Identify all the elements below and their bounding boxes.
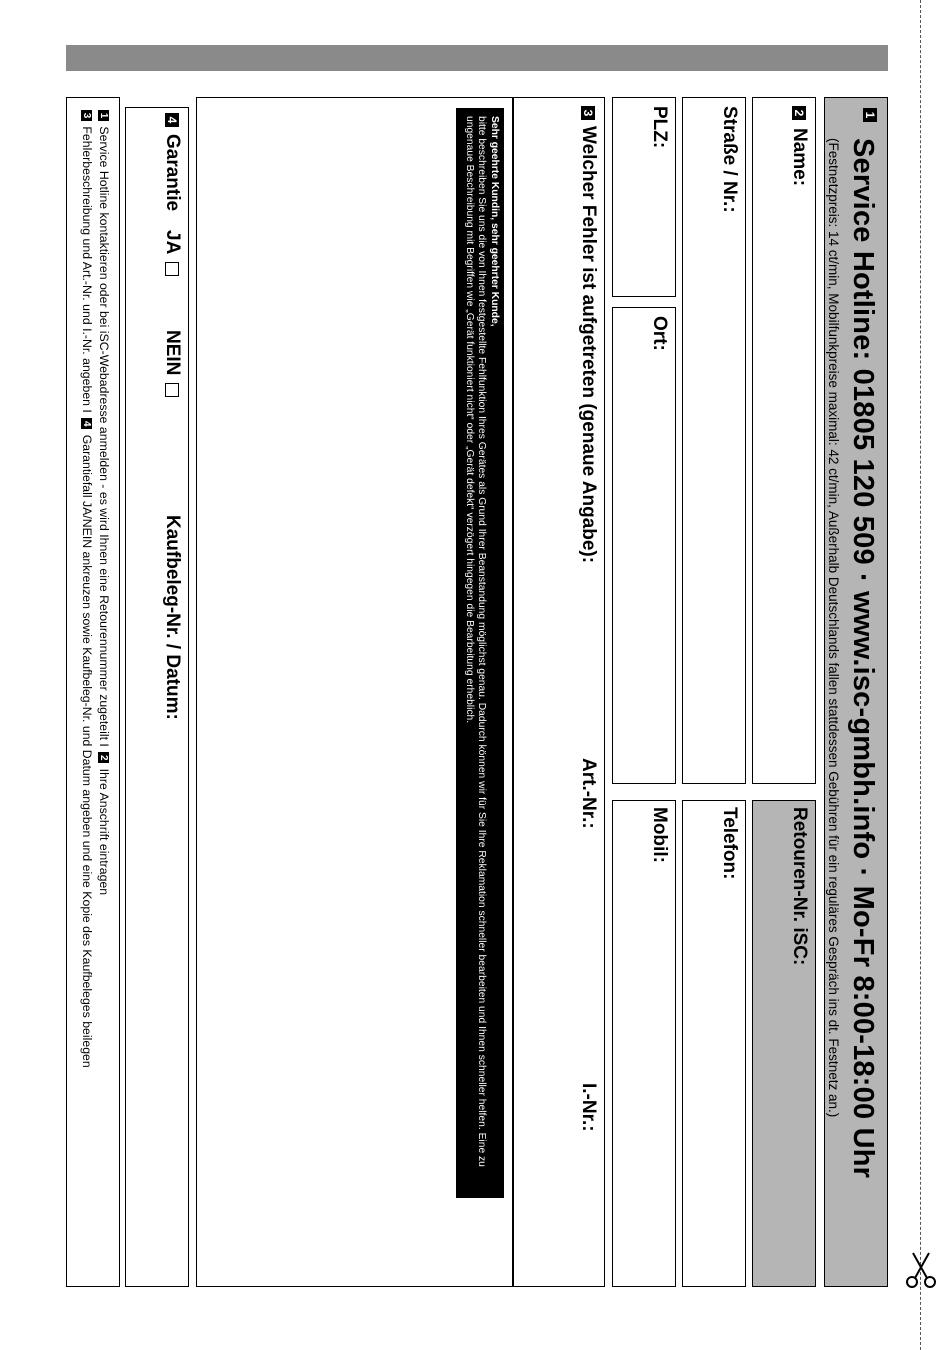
hotline-header (824, 97, 888, 1287)
mobile-label: Mobil: (649, 807, 670, 863)
warranty-title: Garantie (162, 134, 183, 212)
warranty-no (161, 330, 183, 397)
zip-field[interactable] (612, 97, 676, 297)
fault-title: Welcher Fehler ist aufgetreten (genaue Angabe): (578, 126, 599, 564)
i-number-label: I.-Nr.: (578, 1083, 599, 1132)
section-badge: 2 (792, 106, 806, 120)
footer-instructions (66, 97, 120, 1287)
phone-field[interactable] (682, 800, 746, 1287)
warranty-yes-label: JA (162, 230, 183, 255)
name-label: Name: (789, 128, 810, 187)
city-label: Ort: (649, 316, 670, 351)
street-label: Straße / Nr.: (719, 106, 740, 213)
return-number-label: Retouren-Nr. iSC: (789, 807, 810, 966)
step-badge: 1 (98, 110, 109, 121)
art-number-label: Art.-Nr.: (578, 758, 599, 829)
footer-line-1 (97, 108, 111, 895)
step-badge: 2 (98, 752, 109, 763)
city-field[interactable] (612, 307, 676, 784)
notice-text: bitte beschreiben Sie uns die von Ihnen festgestellte Fehlfunktion Ihres Gerätes als Grund Ihrer Beanstandung möglichst genau. Dadurch können wir für Sie Ihre Reklamation schneller bearbeiten und Ihnen schneller helfen. Eine zu ungenaue Beschreibung mit Begriffen wie „Gerät funktioniert nicht“ oder „Gerät defekt“ verzögert hingegen die Bearbeitung erheblich. (464, 116, 488, 1167)
phone-label: Telefon: (719, 807, 740, 880)
scissors-icon (904, 1250, 938, 1290)
step-text: Service Hotline kontaktieren oder bei iSC-Webadresse anmelden - es wird Ihnen eine Retourennummer zugeteilt I (97, 126, 111, 747)
step-badge: 3 (81, 110, 92, 121)
step-text: Garantiefall JA/NEIN ankreuzen sowie Kaufbeleg-Nr. und Datum angeben und eine Kopie des Kaufbeleges beilegen (80, 434, 94, 1068)
cut-line (920, 0, 921, 1350)
notice-heading: Sehr geehrte Kundin, sehr geehrter Kunde, (489, 116, 500, 327)
warranty-yes (161, 230, 183, 276)
step-text: Fehlerbeschreibung und Art.-Nr. und I.-Nr. angeben I (80, 126, 94, 413)
receipt-label: Kaufbeleg-Nr. / Datum: (162, 515, 183, 720)
step-badge: 4 (81, 418, 92, 429)
warranty-no-label: NEIN (162, 330, 183, 376)
warranty-no-checkbox[interactable] (165, 383, 179, 397)
customer-notice (456, 108, 504, 1198)
footer-line-2 (80, 108, 94, 1068)
fault-section (513, 97, 605, 1287)
step-text: Ihre Anschrift eintragen (97, 768, 111, 896)
warranty-section (125, 107, 189, 1287)
return-number-field[interactable] (752, 800, 816, 1287)
section-badge: 4 (165, 113, 179, 127)
street-field[interactable] (682, 97, 746, 784)
zip-label: PLZ: (649, 106, 670, 149)
name-field[interactable] (752, 97, 816, 784)
fault-description-area[interactable] (196, 97, 513, 1287)
service-form (66, 97, 888, 1287)
hotline-title: Service Hotline: 01805 120 509 · www.isc-gmbh.info · Mo-Fr 8:00-18:00 Uhr (847, 138, 879, 1179)
section-badge: 3 (581, 106, 595, 120)
top-gray-bar (66, 45, 888, 71)
warranty-yes-checkbox[interactable] (165, 262, 179, 276)
section-badge: 1 (863, 108, 877, 122)
mobile-field[interactable] (612, 800, 676, 1287)
hotline-note: (Festnetzpreis: 14 ct/min, Mobilfunkpreise maximal: 42 ct/min, Außerhalb Deutschlands fallen stattdessen Gebühren für ein reguläres Gespräch ins dt. Festnetz an.) (826, 138, 841, 1118)
